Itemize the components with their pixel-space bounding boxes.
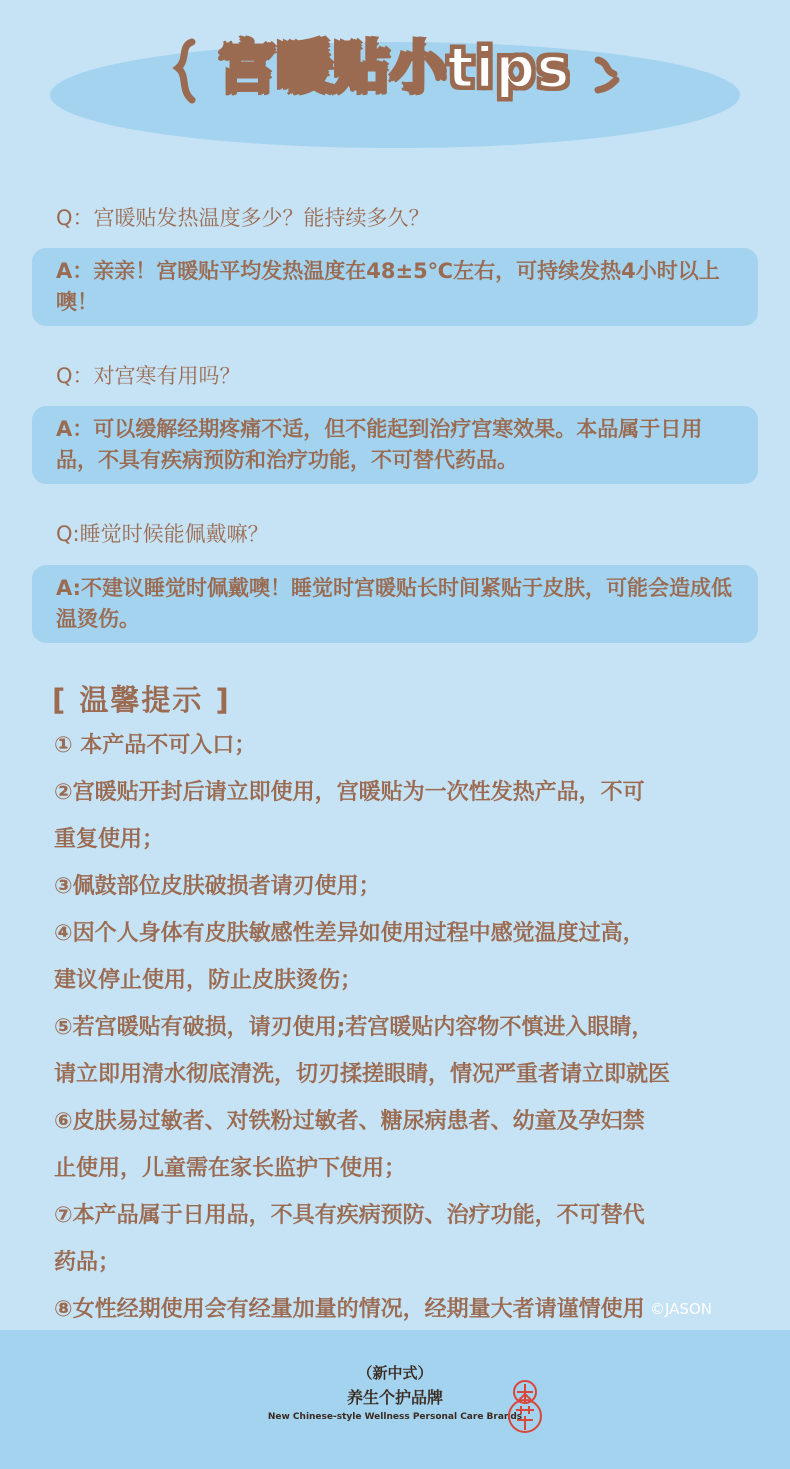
answer-3: A:不建议睡觉时佩戴噢！睡觉时宫暖贴长时间紧贴于皮肤，可能会造成低温烫伤。 — [56, 576, 733, 631]
tip-line: 重复使用； — [54, 827, 165, 852]
tip-line: ① 本产品不可入口； — [54, 733, 257, 758]
tips-list — [54, 722, 754, 1333]
answer-1: A：亲亲！宫暖贴平均发热温度在48±5℃左右，可持续发热4小时以上噢！ — [56, 259, 720, 314]
tip-line: ③佩鼓部位皮肤破损者请刃使用； — [54, 874, 381, 899]
tip-line: 建议停止使用，防止皮肤烫伤； — [54, 968, 363, 993]
right-brace-icon — [590, 38, 622, 108]
tip-line: ⑧女性经期使用会有经量加量的情况，经期量大者请谨情使用 — [54, 1297, 645, 1322]
answer-box-3 — [32, 565, 758, 643]
tip-line: 止使用，儿童需在家长监护下使用； — [54, 1156, 407, 1181]
tip-line: ④因个人身体有皮肤敏感性差异如使用过程中感觉温度过高， — [54, 921, 645, 946]
tip-line: 请立即用清水彻底清洗，切刃揉搓眼睛，情况严重者请立即就医 — [54, 1062, 671, 1087]
left-brace-icon — [170, 38, 202, 108]
tip-line: ⑥皮肤易过敏者、对铁粉过敏者、糖尿病患者、幼童及孕妇禁 — [54, 1109, 645, 1134]
tip-line: ⑤若宫暖贴有破损，请刃使用;若宫暖贴内容物不慎进入眼睛， — [54, 1015, 654, 1040]
question-1: Q：宫暖贴发热温度多少？能持续多久？ — [56, 206, 430, 230]
tips-title: [ 温馨提示 ] — [52, 683, 231, 717]
tip-line: ②宫暖贴开封后请立即使用，宫暖贴为一次性发热产品，不可 — [54, 780, 645, 805]
page-title: 宫暖贴小tips — [219, 36, 571, 101]
answer-box-2 — [32, 406, 758, 484]
answer-box-1 — [32, 248, 758, 326]
seal-logo-icon — [504, 1378, 546, 1434]
copyright-mark: ©JASON — [650, 1300, 712, 1318]
footer-tagline-2: 养生个护品牌 — [346, 1388, 443, 1407]
footer-tagline-1: （新中式） — [357, 1364, 433, 1382]
question-2: Q：对宫寒有用吗？ — [56, 364, 241, 388]
answer-2: A：可以缓解经期疼痛不适，但不能起到治疗宫寒效果。本品属于日用品，不具有疾病预防和治疗功能，不可替代药品。 — [56, 417, 703, 472]
question-3: Q:睡觉时候能佩戴嘛？ — [56, 522, 269, 546]
footer-tagline-en: New Chinese-style Wellness Personal Care Brands — [267, 1412, 523, 1422]
header — [0, 0, 790, 160]
footer — [0, 1330, 790, 1469]
tip-line: 药品； — [54, 1250, 121, 1275]
tip-line: ⑦本产品属于日用品，不具有疾病预防、治疗功能，不可替代 — [54, 1203, 645, 1228]
